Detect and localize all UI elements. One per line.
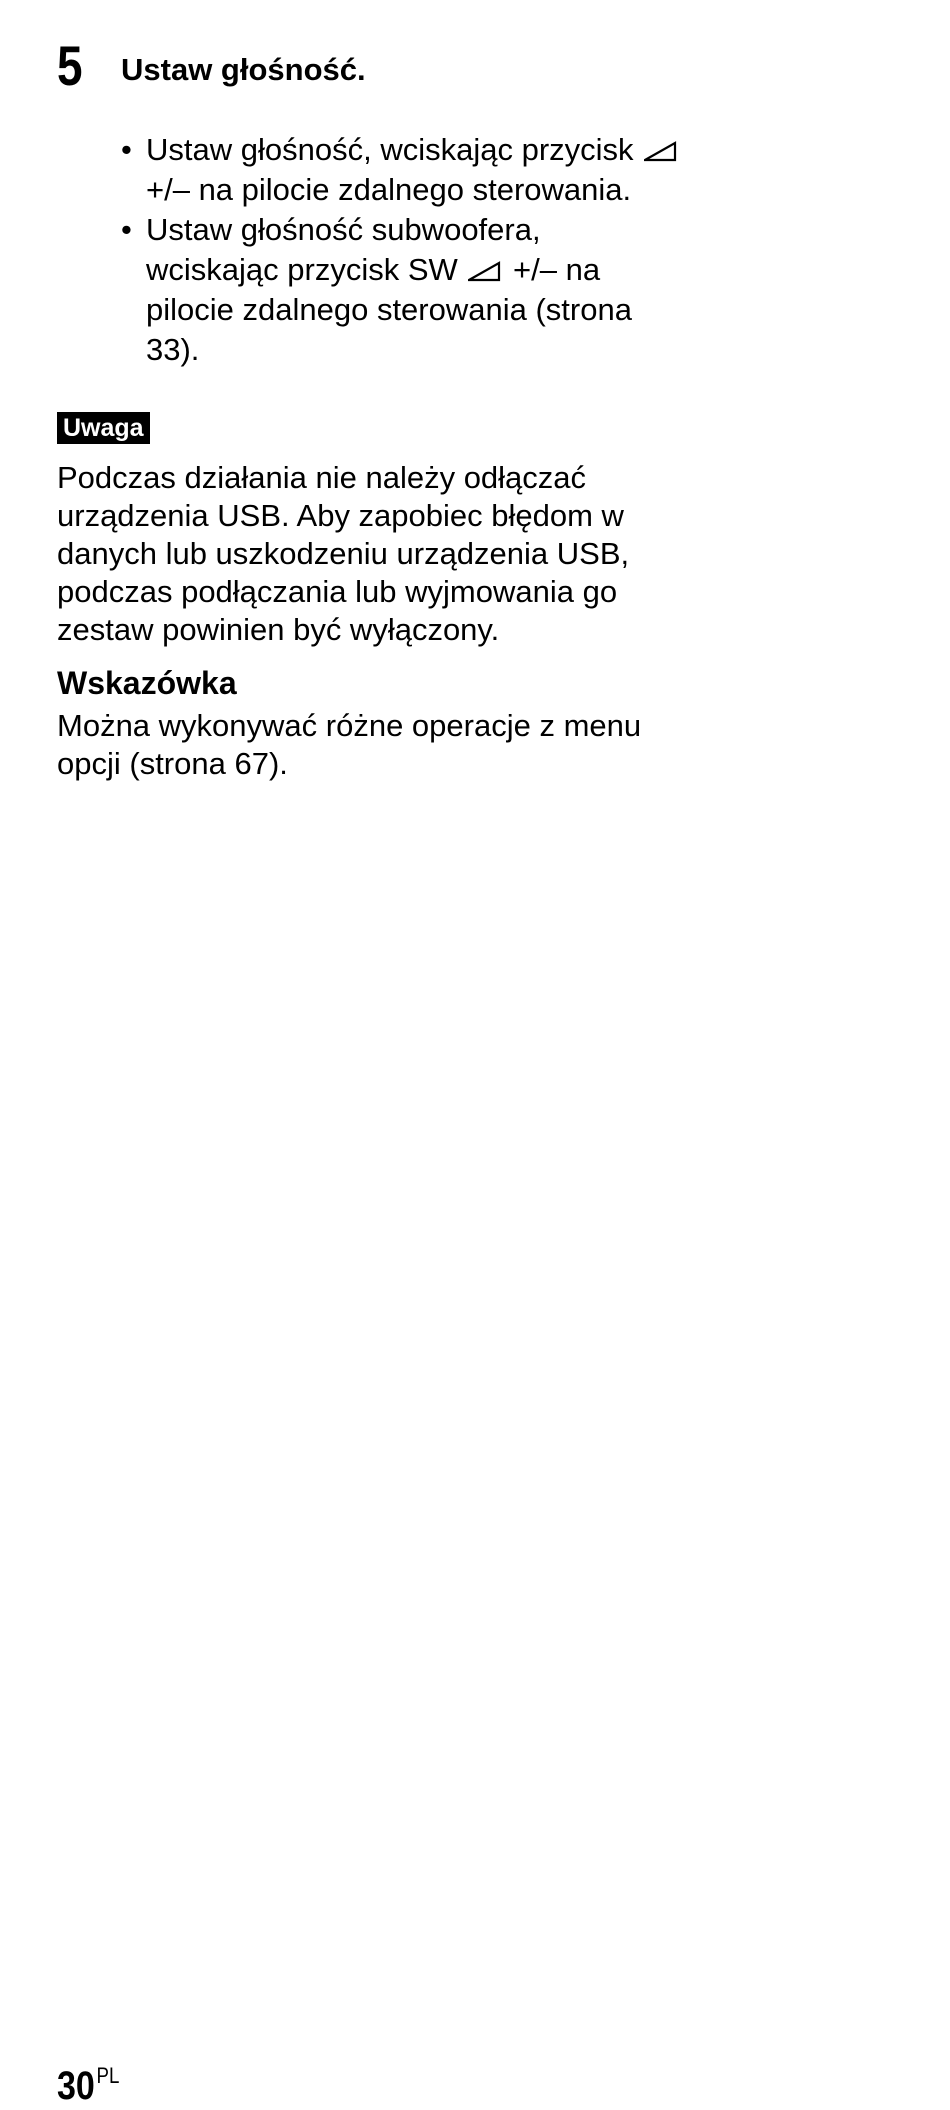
bullet-item <box>121 210 681 370</box>
note-text: Podczas działania nie należy odłączać urządzenia USB. Aby zapobiec błędom w danych lub uszkodzeniu urządzenia USB, podczas podłączania lub wyjmowania go zestaw powinien być wyłączony. <box>57 460 630 647</box>
bullet-text <box>146 210 681 370</box>
step-title: Ustaw głośność. <box>121 52 366 87</box>
bullet-text-before-icon: Ustaw głośność, wciskając przycisk <box>146 132 634 167</box>
volume-icon <box>468 260 502 282</box>
bullet-text-after-icon: +/– na pilocie zdalnego sterowania (strona 33). <box>146 252 632 367</box>
page-language-suffix: PL <box>96 2063 120 2088</box>
tip-text: Można wykonywać różne operacje z menu opcji (strona 67). <box>57 708 642 781</box>
note-label: Uwaga <box>57 412 150 444</box>
tip-title: Wskazówka <box>57 665 237 701</box>
bullet-text <box>146 130 681 210</box>
bullet-marker: • <box>121 132 132 167</box>
bullet-item <box>121 130 681 210</box>
volume-icon <box>644 140 678 162</box>
bullet-text-after-icon: +/– na pilocie zdalnego sterowania. <box>146 172 632 207</box>
page-number <box>57 2052 119 2110</box>
step-bullet-list <box>121 130 681 370</box>
bullet-text-before-icon: Ustaw głośność subwoofera, wciskając przycisk SW <box>146 212 541 287</box>
step-number: 5 <box>57 34 83 97</box>
bullet-marker: • <box>121 212 132 247</box>
page-number-value: 30 <box>57 2064 95 2108</box>
